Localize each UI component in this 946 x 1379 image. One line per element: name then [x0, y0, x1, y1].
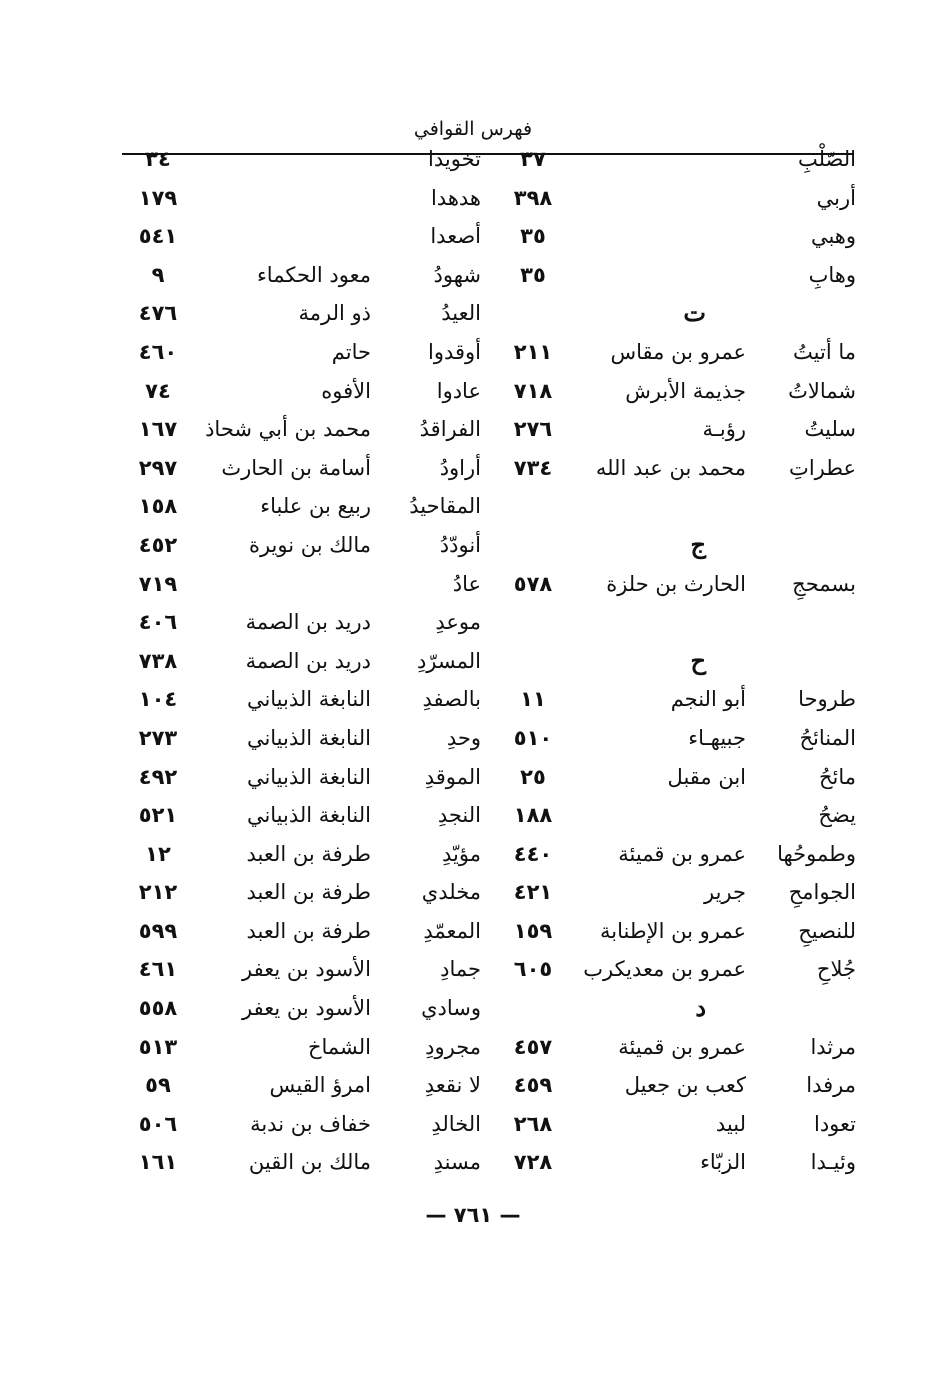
- rhyme-word: وطموحُها: [777, 841, 856, 866]
- poet-name: محمد بن أبي شحاذ: [205, 417, 371, 442]
- rhyme-word: أراودُ: [439, 455, 481, 480]
- rhyme-word: الخالدِ: [431, 1111, 481, 1136]
- index-entry: [121, 950, 481, 989]
- index-entry: [121, 179, 481, 218]
- index-entry: [121, 140, 481, 179]
- spacer-row: [496, 603, 856, 642]
- poet-name: النابغة الذبياني: [246, 725, 371, 750]
- page-ref: ٧٤: [145, 378, 171, 403]
- rhyme-word: سليتُ: [804, 417, 856, 442]
- index-entry: [121, 758, 481, 797]
- page-ref: ٥٠٦: [138, 1111, 178, 1136]
- rhyme-word: المعمّدِ: [423, 918, 481, 943]
- rhyme-word: النجدِ: [437, 803, 481, 828]
- page-ref: ٥٧٨: [513, 571, 553, 596]
- letter-heading-row: [496, 642, 856, 681]
- index-entry: [496, 1105, 856, 1144]
- page-ref: ٢٦٨: [513, 1111, 553, 1136]
- page-ref: ١٦١: [138, 1150, 178, 1175]
- letter-heading-row: [496, 294, 856, 333]
- index-entry: [121, 333, 481, 372]
- poet-name: مالك بن نويرة: [248, 532, 371, 557]
- page-ref: ٤٧٦: [138, 301, 178, 326]
- rhyme-word: تعودا: [813, 1111, 856, 1136]
- poet-name: أبو النجم: [670, 687, 746, 712]
- poet-name: الأفوه: [321, 378, 371, 403]
- rhyme-word: شهودُ: [433, 262, 481, 287]
- rhyme-word: المسرّدِ: [416, 648, 481, 673]
- poet-name: النابغة الذبياني: [246, 764, 371, 789]
- index-entry: [121, 873, 481, 912]
- index-entry: [121, 449, 481, 488]
- index-entry: [121, 603, 481, 642]
- page-ref: ١٠٤: [138, 687, 178, 712]
- letter-heading: ت: [683, 298, 706, 328]
- index-entry: [496, 140, 856, 179]
- index-entry: [121, 256, 481, 295]
- page-ref: ١١: [520, 687, 546, 712]
- index-entry: [496, 680, 856, 719]
- page-ref: ٣٥: [520, 224, 546, 249]
- page-ref: ٥٤١: [138, 224, 178, 249]
- index-entry: [121, 372, 481, 411]
- letter-heading-row: [496, 989, 856, 1028]
- rhyme-word: مسندِ: [433, 1150, 481, 1175]
- poet-name: عمرو بن الإطنابة: [600, 918, 746, 943]
- rhyme-word: المنائحُ: [799, 725, 856, 750]
- page-ref: ٤٥٩: [513, 1073, 553, 1098]
- page-ref: ٧٣٨: [138, 648, 178, 673]
- poet-name: جرير: [704, 880, 746, 905]
- poet-name: ربيع بن علباء: [260, 494, 371, 519]
- poet-name: ذو الرمة: [298, 301, 371, 326]
- poet-name: حاتم: [331, 339, 371, 364]
- page-ref: ٤٢١: [513, 880, 553, 905]
- right-column: [496, 140, 856, 1182]
- index-entry: [496, 719, 856, 758]
- index-entry: [121, 217, 481, 256]
- page-ref: ١٥٩: [513, 918, 553, 943]
- poet-name: رؤبـة: [702, 417, 746, 442]
- page-ref: ١٧٩: [138, 185, 178, 210]
- page-ref: ٢٧٣: [138, 725, 178, 750]
- poet-name: النابغة الذبياني: [246, 803, 371, 828]
- page-ref: ٧٢٨: [513, 1150, 553, 1175]
- letter-heading: ج: [690, 529, 706, 559]
- index-entry: [121, 565, 481, 604]
- rhyme-word: الجوامحِ: [788, 880, 856, 905]
- poet-name: طرفة بن العبد: [246, 841, 371, 866]
- index-entry: [121, 487, 481, 526]
- poet-name: امرؤ القيس: [269, 1073, 371, 1098]
- page-ref: ٤٤٠: [513, 841, 553, 866]
- rhyme-word: المقاحيدُ: [409, 494, 481, 519]
- poet-name: عمرو بن مقاس: [610, 339, 746, 364]
- index-entry: [496, 1066, 856, 1105]
- page-ref: ٢١١: [513, 339, 553, 364]
- poet-name: أسامة بن الحارث: [221, 455, 371, 480]
- rhyme-word: مجرودِ: [425, 1034, 481, 1059]
- letter-heading-row: [496, 526, 856, 565]
- page-ref: ٢٧٦: [513, 417, 553, 442]
- poet-name: محمد بن عبد الله: [595, 455, 746, 480]
- rhyme-word: جمادِ: [440, 957, 481, 982]
- rhyme-word: وسادي: [421, 996, 481, 1021]
- page-ref: ٣٧: [520, 147, 546, 171]
- page-ref: ١٥٨: [138, 494, 178, 519]
- poet-name: عمرو بن قميئة: [618, 841, 746, 866]
- index-entry: [496, 372, 856, 411]
- poet-name: كعب بن جعيل: [624, 1073, 746, 1098]
- rhyme-word: وهبي: [810, 224, 856, 249]
- poet-name: النابغة الذبياني: [246, 687, 371, 712]
- index-entry: [121, 835, 481, 874]
- rhyme-word: بالصفدِ: [422, 687, 481, 712]
- rhyme-word: جُلاحِ: [816, 957, 856, 982]
- page-ref: ٤٠٦: [138, 610, 178, 635]
- page-ref: ٤٥٧: [513, 1034, 553, 1059]
- index-entry: [121, 989, 481, 1028]
- rhyme-word: لا نقعدِ: [424, 1073, 481, 1098]
- index-entry: [121, 410, 481, 449]
- rhyme-word: شمالاتُ: [788, 378, 856, 403]
- rhyme-word: ما أتيتُ: [793, 339, 856, 364]
- rhyme-word: عطراتِ: [789, 455, 856, 480]
- index-entry: [121, 796, 481, 835]
- index-entry: [496, 1028, 856, 1067]
- index-entry: [121, 526, 481, 565]
- rhyme-word: الصّلْبِ: [797, 147, 856, 171]
- rhyme-word: طروحا: [798, 687, 856, 712]
- poet-name: الحارث بن حلزة: [606, 571, 746, 596]
- index-entry: [121, 912, 481, 951]
- page-ref: ٦٠٥: [513, 957, 553, 982]
- rhyme-word: الفراقدُ: [419, 417, 481, 442]
- index-entry: [121, 1028, 481, 1067]
- rhyme-word: للنصيحِ: [798, 918, 856, 943]
- rhyme-word: مرثدا: [810, 1034, 856, 1059]
- index-entry: [496, 333, 856, 372]
- page-ref: ٤٦١: [138, 957, 178, 982]
- page-ref: ٥٥٨: [138, 996, 178, 1021]
- index-entry: [496, 912, 856, 951]
- rhyme-word: هدهدا: [430, 185, 481, 210]
- index-entry: [496, 1143, 856, 1182]
- index-entry: [496, 449, 856, 488]
- index-entry: [496, 256, 856, 295]
- poet-name: دريد بن الصمة: [245, 610, 371, 635]
- rhyme-word: أوقدوا: [427, 339, 481, 364]
- poet-name: دريد بن الصمة: [245, 648, 371, 673]
- index-entry: [496, 217, 856, 256]
- page-ref: ٣٩٨: [513, 185, 553, 210]
- index-entry: [121, 1066, 481, 1105]
- page-ref: ٧٣٤: [513, 455, 553, 480]
- index-entry: [496, 758, 856, 797]
- index-entry: [121, 719, 481, 758]
- rhyme-word: يضحُ: [818, 803, 856, 828]
- poet-name: خفاف بن ندبة: [250, 1111, 371, 1136]
- poet-name: لبيد: [715, 1111, 746, 1136]
- rhyme-word: تخويدا: [428, 147, 481, 171]
- rhyme-word: مؤيّدِ: [442, 841, 481, 866]
- index-entry: [496, 873, 856, 912]
- page-ref: ٣٤: [145, 147, 171, 171]
- poet-name: عمرو بن قميئة: [618, 1034, 746, 1059]
- poet-name: جذيمة الأبرش: [625, 378, 746, 403]
- poet-name: الشماخ: [307, 1034, 371, 1059]
- index-entry: [121, 1143, 481, 1182]
- rhyme-word: وئيـدا: [810, 1150, 856, 1175]
- page-ref: ٤٩٢: [138, 764, 178, 789]
- letter-heading: د: [695, 993, 706, 1023]
- page-ref: ١٢: [145, 841, 171, 866]
- rhyme-word: موعدِ: [435, 610, 481, 635]
- letter-heading: ح: [690, 645, 706, 675]
- page-ref: ٩: [151, 262, 165, 287]
- index-entry: [496, 835, 856, 874]
- index-entry: [496, 565, 856, 604]
- page-number: — ٧٦١ —: [425, 1203, 521, 1227]
- page-ref: ٢١٢: [138, 880, 178, 905]
- left-column: [121, 140, 481, 1182]
- page-ref: ٧١٨: [513, 378, 553, 403]
- rhyme-word: عادُ: [452, 571, 481, 596]
- index-entry: [496, 410, 856, 449]
- poet-name: الأسود بن يعفر: [242, 957, 371, 982]
- page-ref: ٥١٠: [513, 725, 553, 750]
- poet-name: الأسود بن يعفر: [242, 996, 371, 1021]
- page-ref: ٥٢١: [138, 803, 178, 828]
- rhyme-word: أصعدا: [430, 224, 481, 249]
- rhyme-word: العيدُ: [441, 301, 481, 326]
- page-ref: ٥٩: [145, 1073, 171, 1098]
- rhyme-word: عادوا: [436, 378, 481, 403]
- poet-name: معود الحكماء: [256, 262, 371, 287]
- poet-name: مالك بن القين: [248, 1150, 371, 1175]
- page-ref: ٥١٣: [138, 1034, 178, 1059]
- rhyme-word: بسمحجِ: [792, 571, 856, 596]
- page-ref: ٥٩٩: [138, 918, 178, 943]
- page-ref: ٢٩٧: [138, 455, 178, 480]
- rhyme-word: أنودّدُ: [439, 532, 481, 557]
- index-entry: [121, 680, 481, 719]
- index-entry: [121, 294, 481, 333]
- poet-name: جبيهـاء: [688, 725, 746, 750]
- index-entry: [496, 950, 856, 989]
- rhyme-word: أربي: [816, 185, 856, 210]
- rhyme-word: مرفدا: [806, 1073, 856, 1098]
- rhyme-word: مخلدي: [421, 880, 481, 905]
- spacer-row: [496, 487, 856, 526]
- rhyme-word: مائحُ: [818, 764, 856, 789]
- index-entry: [121, 642, 481, 681]
- page-ref: ١٨٨: [513, 803, 553, 828]
- page-ref: ٧١٩: [138, 571, 178, 596]
- page-ref: ١٦٧: [138, 417, 178, 442]
- index-entry: [496, 796, 856, 835]
- rhyme-word: وحدِ: [446, 725, 481, 750]
- page-ref: ٣٥: [520, 262, 546, 287]
- poet-name: الزبّاء: [700, 1150, 746, 1175]
- page-ref: ٢٥: [520, 764, 546, 789]
- rhyme-word: الموقدِ: [424, 764, 481, 789]
- page-ref: ٤٦٠: [138, 339, 178, 364]
- poet-name: طرفة بن العبد: [246, 880, 371, 905]
- page-header: فهرس القوافي: [413, 118, 533, 140]
- page-ref: ٤٥٢: [138, 532, 178, 557]
- poet-name: عمرو بن معديكرب: [583, 957, 746, 982]
- index-entry: [496, 179, 856, 218]
- rhyme-word: وهابِ: [808, 262, 856, 287]
- index-entry: [121, 1105, 481, 1144]
- poet-name: ابن مقبل: [667, 764, 746, 789]
- poet-name: طرفة بن العبد: [246, 918, 371, 943]
